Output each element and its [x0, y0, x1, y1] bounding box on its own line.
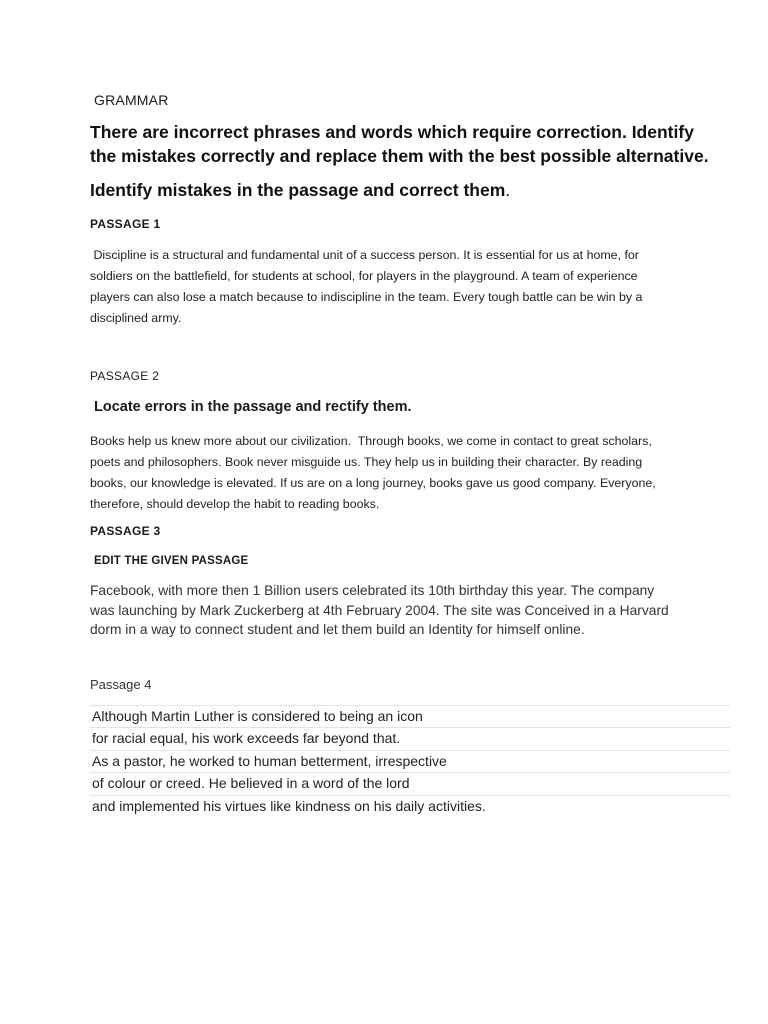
instruction-subtext: [90, 180, 710, 201]
passage-3-text: Facebook, with more then 1 Billion users celebrated its 10th birthday this year. The company was launching by Mark Zuckerberg at 4th February 2004. The site was Conceived in a Harvard dorm in a way to connect student and let them build an Identity for himself online.: [90, 583, 669, 637]
passage-2-label: PASSAGE 2: [90, 369, 160, 383]
passage-3-label: PASSAGE 3: [90, 524, 161, 538]
passage-4-line: for racial equal, his work exceeds far beyond that.: [90, 727, 730, 749]
passage-4-line: and implemented his virtues like kindness on his daily activities.: [90, 795, 730, 817]
instruction-subtext-main: Identify mistakes in the passage and correct them: [90, 180, 506, 200]
instruction-text: There are incorrect phrases and words which require correction. Identify the mistakes correctly and replace them with the best possible alternative.: [90, 122, 709, 166]
page-heading: GRAMMAR: [94, 92, 169, 108]
passage-4-line: of colour or creed. He believed in a word of the lord: [90, 772, 730, 794]
passage-2-subheading: Locate errors in the passage and rectify them.: [94, 399, 412, 415]
passage-4-line: Although Martin Luther is considered to being an icon: [90, 705, 730, 727]
passage-1-label: PASSAGE 1: [90, 217, 161, 231]
instruction-subtext-period: .: [505, 180, 511, 200]
passage-4-label: Passage 4: [90, 677, 152, 692]
passage-3-subheading: EDIT THE GIVEN PASSAGE: [94, 555, 249, 567]
passage-4-lines: [90, 705, 730, 817]
passage-1-text: Discipline is a structural and fundamental unit of a success person. It is essential for us at home, for soldiers on the battlefield, for students at school, for players in the playground. A team of experience players can also lose a match because to indiscipline in the team. Every tough battle can be win by a disciplined army.: [90, 248, 646, 325]
passage-4-line: As a pastor, he worked to human betterment, irrespective: [90, 750, 730, 772]
passage-2-text: Books help us knew more about our civilization. Through books, we come in contact to great scholars, poets and philosophers. Book never misguide us. They help us in building their character. By reading books, our knowledge is elevated. If us are on a long journey, books gave us good company. Everyone, therefore, should develop the habit to reading books.: [90, 434, 660, 511]
